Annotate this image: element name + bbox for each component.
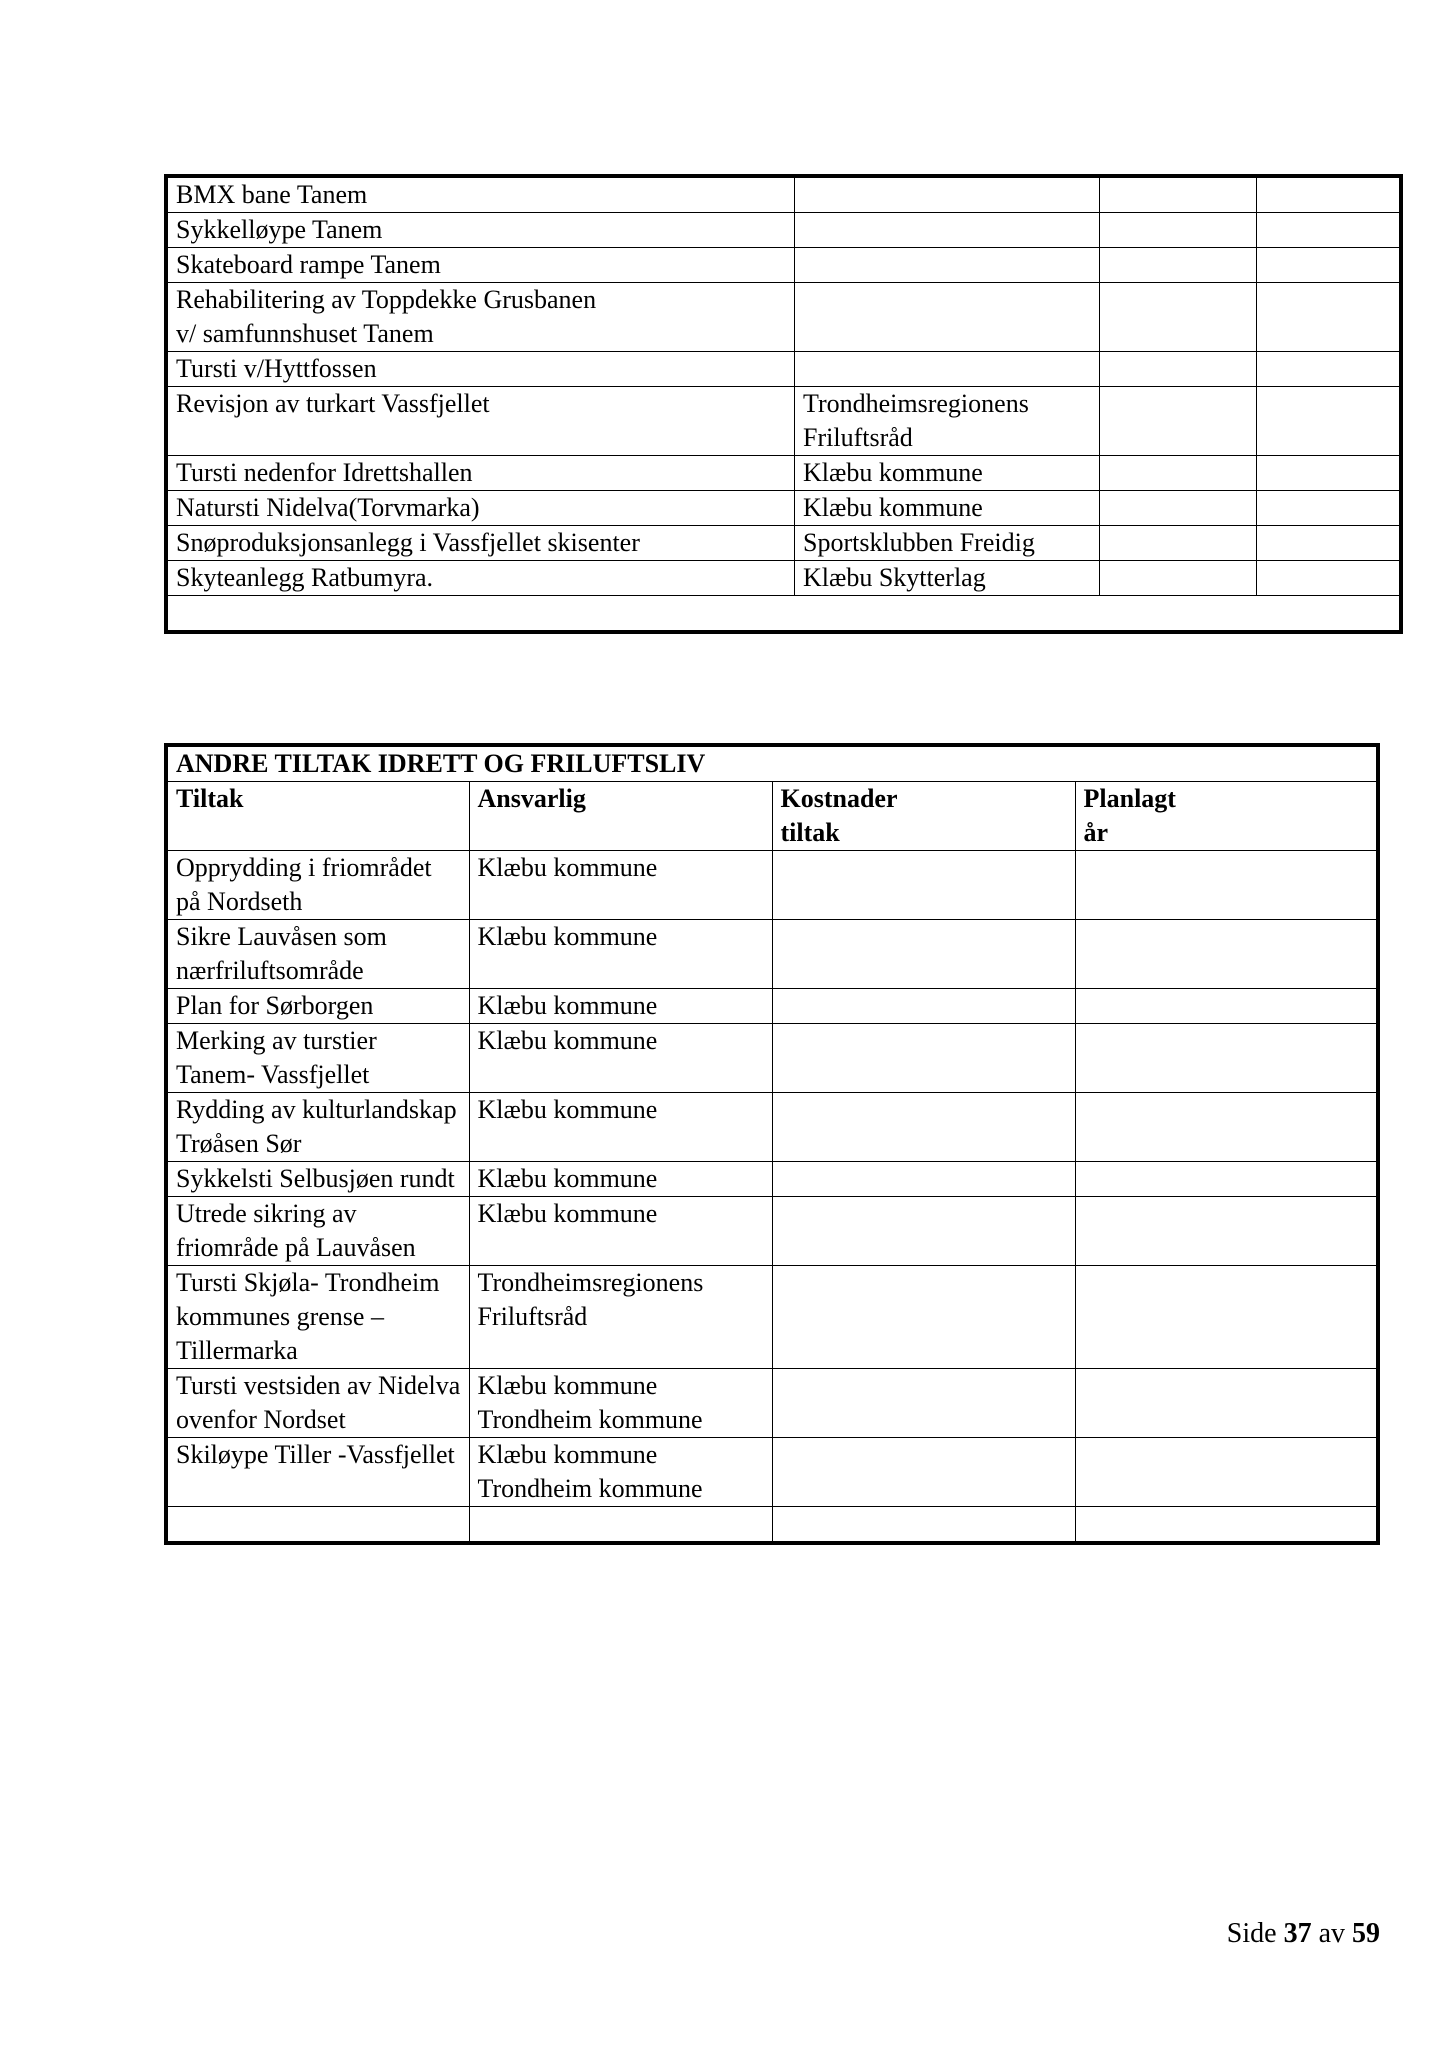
table-title-row [166,745,1378,782]
planlagt-cell [1257,283,1402,352]
planlagt-cell [1257,213,1402,248]
planlagt-cell [1257,526,1402,561]
planlagt-cell [1257,352,1402,387]
table-row [166,387,1401,456]
ansvarlig-cell: Klæbu kommune [469,989,772,1024]
planlagt-cell [1257,248,1402,283]
tiltak-cell: Sykkelsti Selbusjøen rundt [166,1162,469,1197]
tiltak-cell: Revisjon av turkart Vassfjellet [166,387,795,456]
planlagt-cell [1075,1197,1378,1266]
tiltak-cell: Sikre Lauvåsen som nærfriluftsområde [166,920,469,989]
planlagt-cell [1075,920,1378,989]
ansvarlig-cell: Klæbu kommune Trondheim kommune [469,1438,772,1507]
page-number [1227,1918,1380,1950]
tiltak-cell: Opprydding i friområdet på Nordseth [166,851,469,920]
planlagt-cell [1075,1438,1378,1507]
tiltak-cell: Tursti Skjøla- Trondheim kommunes grense – Tillermarka [166,1266,469,1369]
ansvarlig-cell: Klæbu kommune [469,1093,772,1162]
empty-row [166,596,1401,633]
tiltak-cell: Tursti vestsiden av Nidelva ovenfor Nordset [166,1369,469,1438]
kostnader-cell [1100,456,1257,491]
ansvarlig-cell [795,352,1100,387]
tiltak-cell: Rydding av kulturlandskap Trøåsen Sør [166,1093,469,1162]
other-measures-table [164,743,1380,1545]
table-row [166,213,1401,248]
table-row [166,920,1378,989]
table-row [166,491,1401,526]
planlagt-cell [1075,1162,1378,1197]
kostnader-cell [772,1266,1075,1369]
kostnader-cell [1100,352,1257,387]
table-title: ANDRE TILTAK IDRETT OG FRILUFTSLIV [166,745,1378,782]
table-row [166,1438,1378,1507]
current-page: 37 [1283,1918,1312,1949]
tiltak-cell: Merking av turstier Tanem- Vassfjellet [166,1024,469,1093]
ansvarlig-cell: Klæbu kommune [795,491,1100,526]
tiltak-cell: Snøproduksjonsanlegg i Vassfjellet skisenter [166,526,795,561]
tiltak-cell: Tursti nedenfor Idrettshallen [166,456,795,491]
kostnader-cell [772,1024,1075,1093]
ansvarlig-cell: Klæbu Skytterlag [795,561,1100,596]
table-row [166,248,1401,283]
header-kostnader: Kostnader tiltak [772,782,1075,851]
total-pages: 59 [1352,1918,1380,1949]
kostnader-cell [772,989,1075,1024]
ansvarlig-cell: Klæbu kommune [469,851,772,920]
ansvarlig-cell: Trondheimsregionens Friluftsråd [795,387,1100,456]
kostnader-cell [1100,248,1257,283]
ansvarlig-cell: Klæbu kommune [795,456,1100,491]
table-row [166,1266,1378,1369]
header-planlagt: Planlagt år [1075,782,1378,851]
kostnader-cell [772,1162,1075,1197]
empty-cell [772,1507,1075,1544]
planlagt-cell [1075,1093,1378,1162]
ansvarlig-cell: Sportsklubben Freidig [795,526,1100,561]
empty-row [166,1507,1378,1544]
table-row [166,1162,1378,1197]
tiltak-cell: Tursti v/Hyttfossen [166,352,795,387]
table-row [166,1369,1378,1438]
kostnader-cell [1100,491,1257,526]
tiltak-cell: Skateboard rampe Tanem [166,248,795,283]
ansvarlig-cell: Klæbu kommune [469,920,772,989]
tiltak-cell: Skiløype Tiller -Vassfjellet [166,1438,469,1507]
kostnader-cell [1100,387,1257,456]
planlagt-cell [1075,851,1378,920]
table-row [166,176,1401,213]
tiltak-cell: Sykkelløype Tanem [166,213,795,248]
table-row [166,1197,1378,1266]
ansvarlig-cell: Klæbu kommune [469,1197,772,1266]
table-row [166,526,1401,561]
facility-table [164,174,1403,634]
tiltak-cell: Utrede sikring av friområde på Lauvåsen [166,1197,469,1266]
kostnader-cell [1100,283,1257,352]
table-row [166,851,1378,920]
planlagt-cell [1075,989,1378,1024]
planlagt-cell [1257,456,1402,491]
kostnader-cell [772,851,1075,920]
planlagt-cell [1257,387,1402,456]
planlagt-cell [1257,561,1402,596]
tiltak-cell: Skyteanlegg Ratbumyra. [166,561,795,596]
table-row [166,1093,1378,1162]
tiltak-cell: Rehabilitering av Toppdekke Grusbanen v/ samfunnshuset Tanem [166,283,795,352]
tiltak-cell: Plan for Sørborgen [166,989,469,1024]
planlagt-cell [1075,1024,1378,1093]
kostnader-cell [1100,176,1257,213]
kostnader-cell [1100,213,1257,248]
kostnader-cell [772,1369,1075,1438]
kostnader-cell [1100,526,1257,561]
ansvarlig-cell [795,283,1100,352]
page-label: Side [1226,1918,1277,1949]
ansvarlig-cell [795,176,1100,213]
ansvarlig-cell: Klæbu kommune Trondheim kommune [469,1369,772,1438]
ansvarlig-cell: Klæbu kommune [469,1162,772,1197]
planlagt-cell [1257,176,1402,213]
tiltak-cell: Natursti Nidelva(Torvmarka) [166,491,795,526]
ansvarlig-cell [795,248,1100,283]
kostnader-cell [772,1093,1075,1162]
table-row [166,283,1401,352]
ansvarlig-cell: Trondheimsregionens Friluftsråd [469,1266,772,1369]
ansvarlig-cell: Klæbu kommune [469,1024,772,1093]
empty-cell [166,596,1401,633]
planlagt-cell [1075,1266,1378,1369]
empty-cell [166,1507,469,1544]
table-row [166,1024,1378,1093]
page-separator: av [1318,1918,1345,1949]
kostnader-cell [1100,561,1257,596]
empty-cell [469,1507,772,1544]
table-row [166,352,1401,387]
table-row [166,456,1401,491]
kostnader-cell [772,1438,1075,1507]
empty-cell [1075,1507,1378,1544]
kostnader-cell [772,1197,1075,1266]
header-tiltak: Tiltak [166,782,469,851]
ansvarlig-cell [795,213,1100,248]
table-row [166,561,1401,596]
kostnader-cell [772,920,1075,989]
planlagt-cell [1075,1369,1378,1438]
header-ansvarlig: Ansvarlig [469,782,772,851]
table-header-row [166,782,1378,851]
table-row [166,989,1378,1024]
planlagt-cell [1257,491,1402,526]
tiltak-cell: BMX bane Tanem [166,176,795,213]
